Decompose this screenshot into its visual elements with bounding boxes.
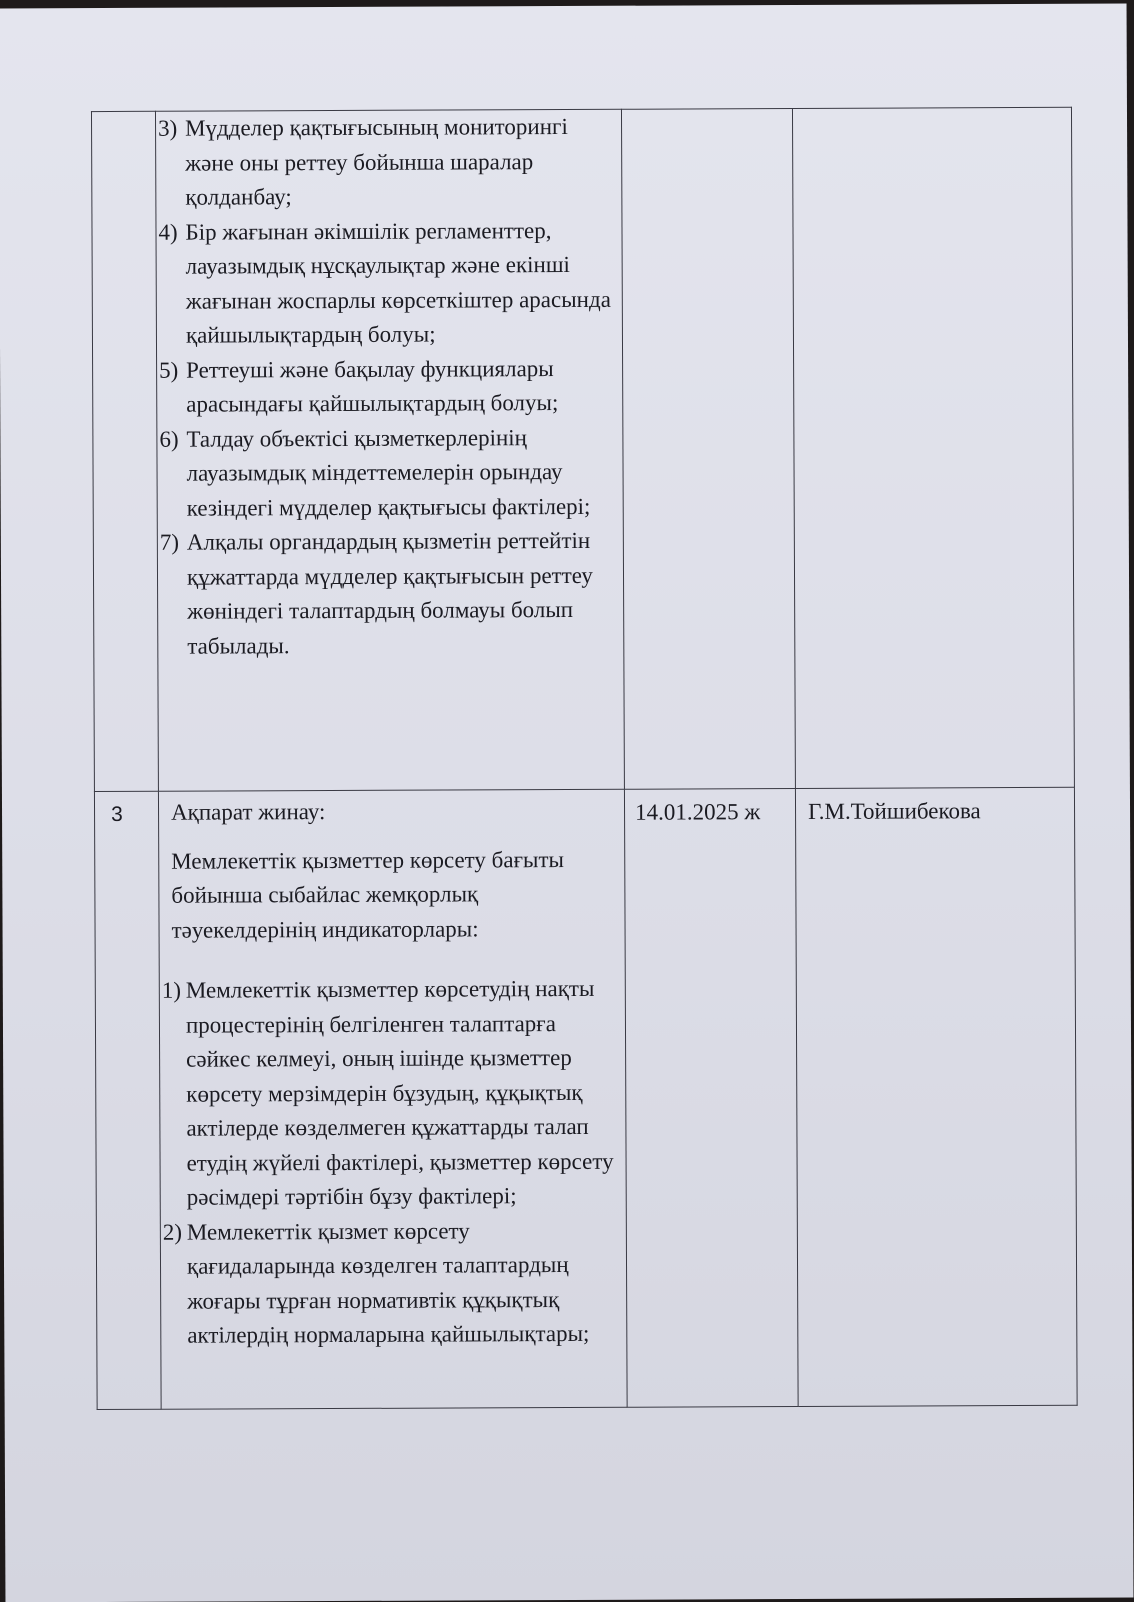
list-marker: 7) xyxy=(159,529,180,555)
section-heading: Ақпарат жинау: xyxy=(170,799,326,825)
list-item xyxy=(160,524,616,664)
document-page xyxy=(0,4,1133,1602)
list-marker: 2) xyxy=(162,1219,183,1245)
list-item-text: Мүдделер қақтығысының мониторингі және оны реттеу бойынша шаралар қолданбау; xyxy=(184,113,568,210)
list-item-text: Реттеуші және бақылау функциялары арасындағы қайшылықтардың болуы; xyxy=(186,355,559,417)
row-number-cell: 3 xyxy=(94,791,161,1409)
list-marker: 1) xyxy=(161,977,182,1003)
list-marker: 3) xyxy=(157,115,178,141)
list-item-text: Алқалы органдардың қызметін реттейтін құжаттарда мүдделер қақтығысын реттеу жөніндегі талаптардың болмауы болып табылады. xyxy=(186,527,593,659)
row-number-cell xyxy=(91,111,158,791)
list-item xyxy=(158,213,614,353)
list-item-text: Мемлекеттік қызмет көрсету қағидаларында көзделген талаптардың жоғары тұрған нормативтік құқықтық актілердің нормаларына қайшылықтары; xyxy=(186,1217,590,1348)
responsible-cell xyxy=(792,107,1074,788)
date-cell xyxy=(621,109,795,790)
date-cell: 14.01.2025 ж xyxy=(624,788,798,1407)
indicator-list xyxy=(162,972,619,1353)
description-cell xyxy=(155,109,624,791)
indicator-list xyxy=(158,110,615,664)
list-item xyxy=(159,351,614,422)
table-row xyxy=(94,787,1077,1409)
list-marker: 5) xyxy=(159,357,179,383)
description-cell xyxy=(158,789,627,1409)
list-marker: 4) xyxy=(158,219,178,245)
list-item xyxy=(158,110,613,215)
list-marker: 6) xyxy=(159,426,179,452)
list-item-text: Мемлекеттік қызметтер көрсетудің нақты процестерінің белгіленген талаптарға сәйкес келмеуі, оның ішінде қызметтер көрсету мерзімдерін бұзудың, құқықтық актілерде көзделмеген құжаттарды талап етудің жүйелі фактілері, қызметтер көрсету рәсімдері тәртібін бұзу фактілері; xyxy=(185,975,614,1210)
list-item xyxy=(159,420,614,525)
list-item-text: Талдау объектісі қызметкерлерінің лауазымдық міндеттемелерін орындау кезіндегі мүдделер қақтығысы фактілері; xyxy=(186,424,591,521)
list-item xyxy=(163,1213,619,1353)
responsible-cell: Г.М.Тойшибекова xyxy=(795,787,1077,1406)
list-item xyxy=(162,972,618,1215)
table-row xyxy=(91,107,1074,791)
list-item-text: Бір жағынан әкімшілік регламенттер, лауазымдық нұсқаулықтар және екінші жағынан жоспарлы көрсеткіштер арасында қайшылықтардың болуы; xyxy=(185,217,611,348)
action-plan-table xyxy=(91,107,1078,1410)
section-paragraph: Мемлекеттік қызметтер көрсету бағыты бойынша сыбайлас жемқорлық тәуекелдерінің индикаторлары: xyxy=(171,846,565,943)
